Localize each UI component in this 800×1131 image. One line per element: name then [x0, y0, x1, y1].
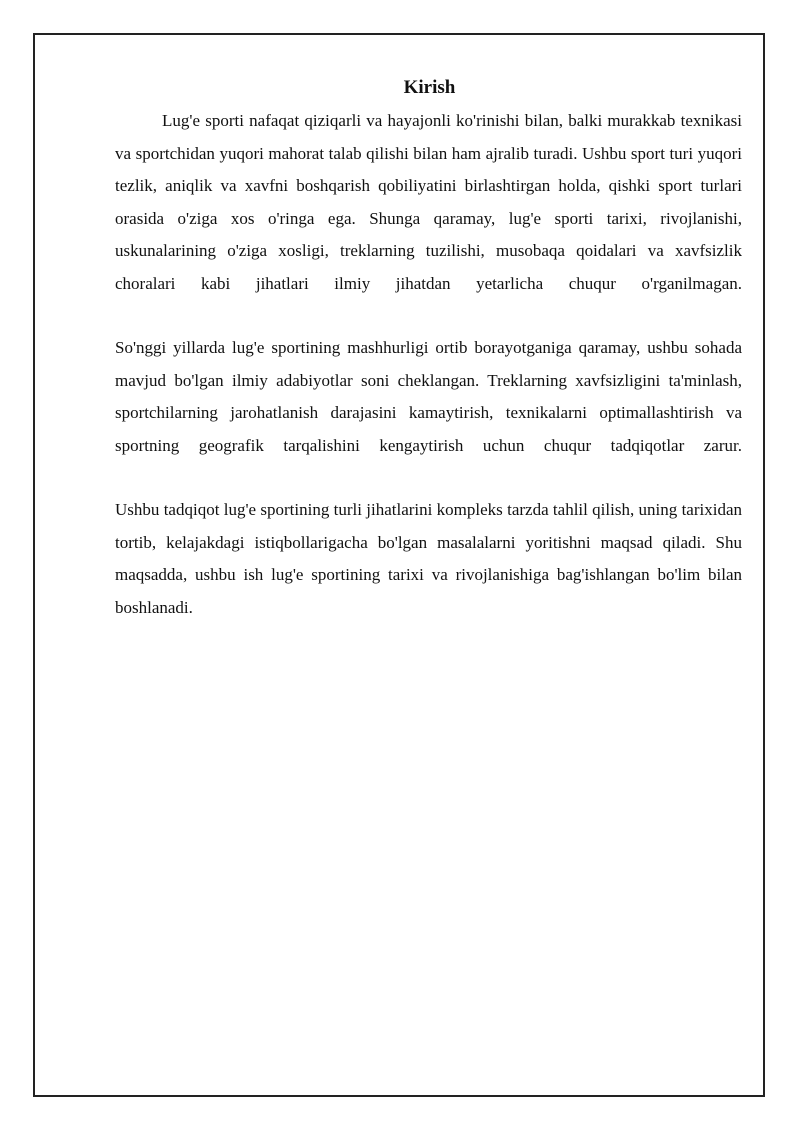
paragraph-relevance: So'nggi yillarda lug'e sportining mashhurligi ortib borayotganiga qaramay, ushbu sohada mavjud bo'lgan ilmiy adabiyotlar soni cheklangan. Treklarning xavfsizligini ta'minlash, sportchilarning jarohatlanish darajasini kamaytirish, texnikalarni optimallashtirish va sportning geografik tarqalishini kengaytirish uchun chuqur tadqiqotlar zarur.: [115, 338, 742, 455]
paragraph-purpose: Ushbu tadqiqot lug'e sportining turli jihatlarini kompleks tarzda tahlil qilish, uning tarixidan tortib, kelajakdagi istiqbollarigacha bo'lgan masalalarni yoritishni maqsad qiladi. Shu maqsadda, ushbu ish lug'e sportining tarixi va rivojlanishiga bag'ishlangan bo'lim bilan boshlanadi.: [115, 500, 742, 617]
document-title: Kirish: [403, 77, 456, 98]
paragraph-gap: [115, 462, 742, 494]
paragraph-intro: Lug'e sporti nafaqat qiziqarli va hayajonli ko'rinishi bilan, balki murakkab texnikasi va sportchidan yuqori mahorat talab qilishi bilan ham ajralib turadi. Ushbu sport turi yuqori tezlik, aniqlik va xavfni boshqarish qobiliyatini birlashtirgan holda, qishki sport turlari orasida o'ziga xos o'ringa ega. Shunga qaramay, lug'e sporti tarixi, rivojlanishi, uskunalarining o'ziga xosligi, treklarning tuzilishi, musobaqa qoidalari va xavfsizlik choralari kabi jihatlari ilmiy jihatdan yetarlicha chuqur o'rganilmagan.: [115, 111, 742, 293]
document-body: [115, 76, 742, 624]
paragraph-gap: [115, 300, 742, 332]
